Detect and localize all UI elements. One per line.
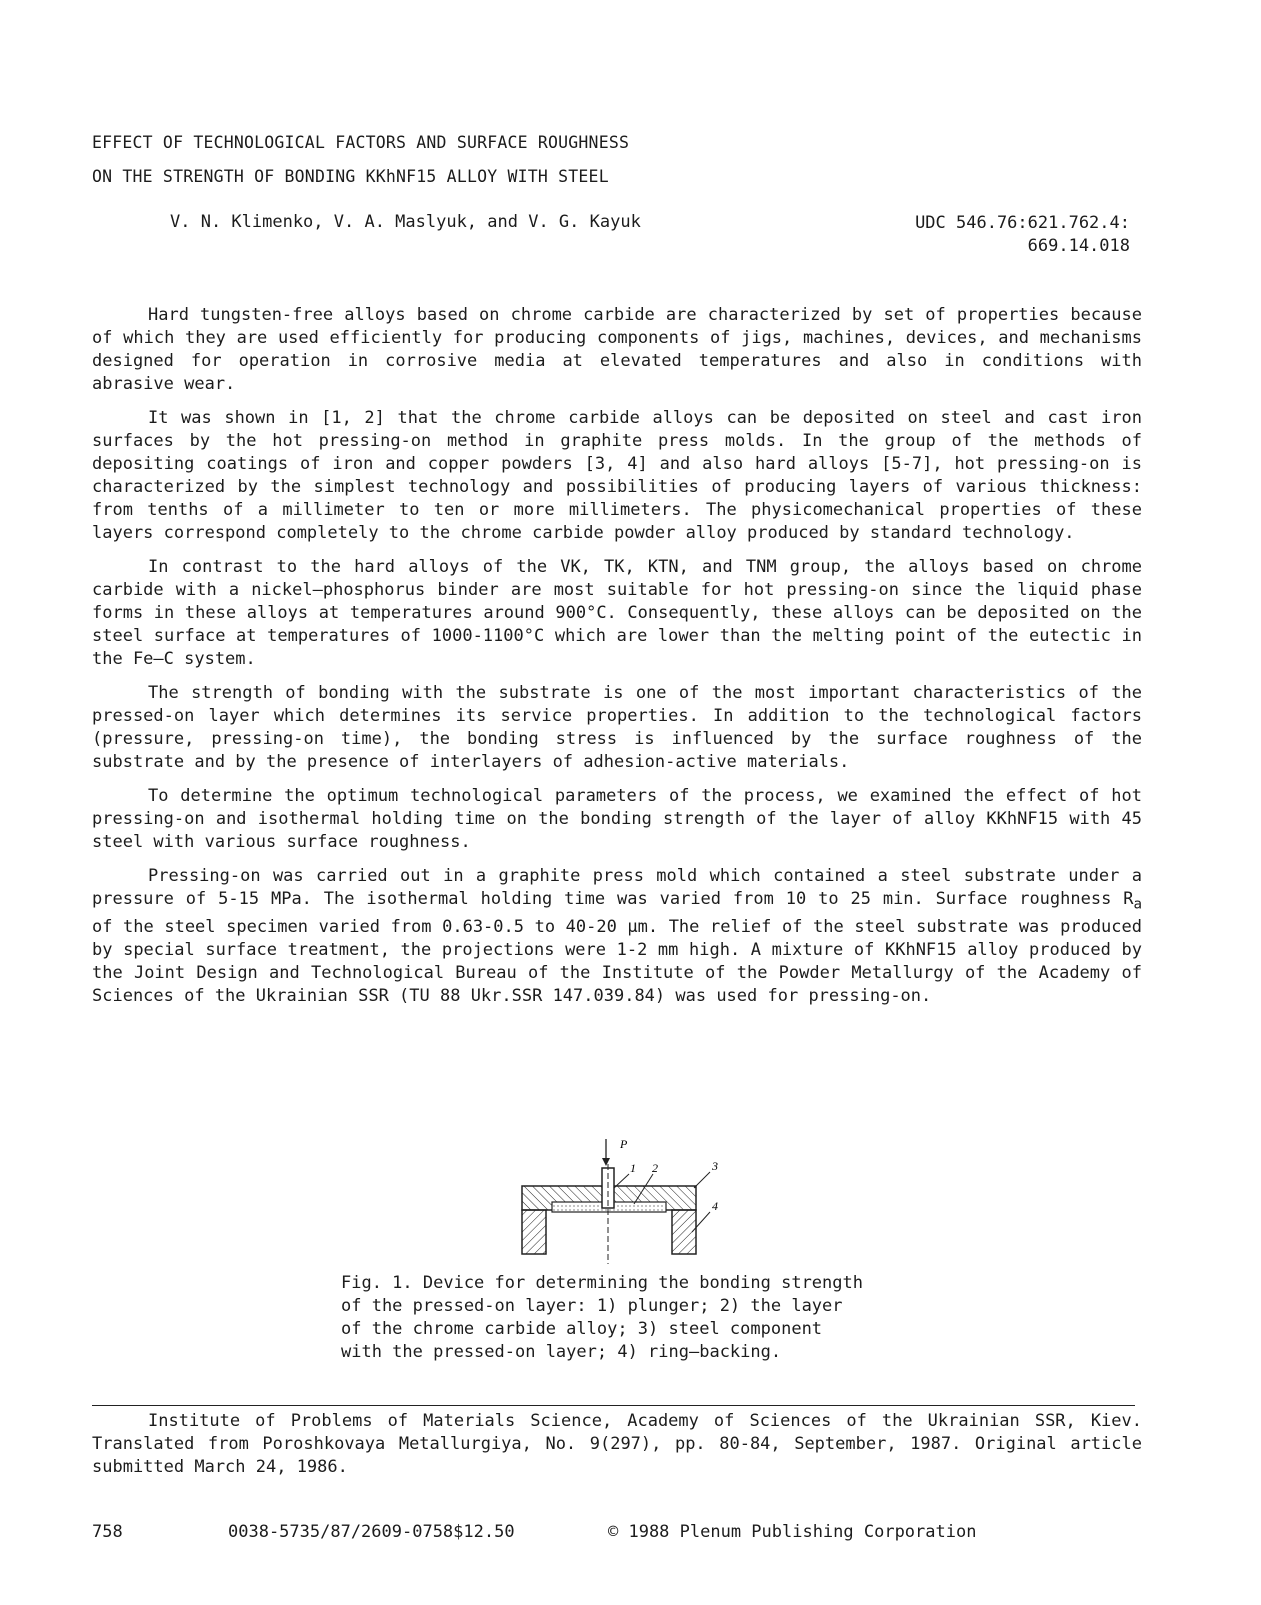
paragraph-4: The strength of bonding with the substrate is one of the most important characteristics of the pressed-on layer which determines its service properties. In addition to the technological factors (pressure, pressing-on time), the bonding stress is influenced by the surface roughness of the substrate and by the presence of interlayers of adhesion-active materials. <box>92 683 1142 772</box>
label-3: 3 <box>712 1159 718 1173</box>
copyright: © 1988 Plenum Publishing Corporation <box>608 1522 977 1542</box>
paragraph-1: Hard tungsten-free alloys based on chrome carbide are characterized by set of properties because of which they are used efficiently for producing components of jigs, machines, devices, and mechanisms designed for operation in corrosive media at elevated temperatures and also in conditions with abrasive wear. <box>92 305 1142 394</box>
ring-backing <box>522 1210 696 1254</box>
udc-line-2: 669.14.018 <box>1027 236 1130 256</box>
title-line-2: ON THE STRENGTH OF BONDING KKhNF15 ALLOY WITH STEEL <box>92 167 609 186</box>
article-body <box>92 304 1142 1019</box>
authors: V. N. Klimenko, V. A. Maslyuk, and V. G. Kayuk <box>170 212 641 232</box>
footnote-text: Institute of Problems of Materials Science, Academy of Sciences of the Ukrainian SSR, Kiev. Translated from Poroshkovaya Metallurgiya, No. 9(297), pp. 80-84, September, 1987. Original article submitted March 24, 1986. <box>92 1411 1142 1477</box>
label-1: 1 <box>630 1161 636 1175</box>
paragraph-6 <box>92 865 1142 1008</box>
publication-code: 0038-5735/87/2609-0758$12.50 <box>228 1522 515 1542</box>
label-p: P <box>620 1137 628 1151</box>
figure-1-device-diagram <box>516 1136 718 1266</box>
udc-code <box>915 212 1130 258</box>
roughness-subscript: a <box>1133 896 1142 913</box>
paragraph-6-part-1: Pressing-on was carried out in a graphite press mold which contained a steel substrate under a pressure of 5-15 MPa. The isothermal holding time was varied from 10 to 25 min. Surface roughness R <box>92 866 1142 909</box>
footnote <box>92 1410 1142 1479</box>
pressure-arrow <box>602 1139 610 1166</box>
label-2: 2 <box>652 1161 658 1175</box>
udc-line-1: UDC 546.76:621.762.4: <box>915 213 1130 233</box>
page-number: 758 <box>92 1522 123 1542</box>
paragraph-2: It was shown in [1, 2] that the chrome carbide alloys can be deposited on steel and cast iron surfaces by the hot pressing-on method in graphite press molds. In the group of the methods of depositing coatings of iron and copper powders [3, 4] and also hard alloys [5-7], hot pressing-on is characterized by the simplest technology and possibilities of producing layers of various thickness: from tenths of a millimeter to ten or more millimeters. The physicomechanical properties of these layers correspond completely to the chrome carbide powder alloy produced by standard technology. <box>92 408 1142 543</box>
label-4: 4 <box>712 1199 718 1213</box>
paragraph-6-part-2: of the steel specimen varied from 0.63-0.5 to 40-20 μm. The relief of the steel substrate was produced by special surface treatment, the projections were 1-2 mm high. A mixture of KKhNF15 alloy produced by the Joint Design and Technological Bureau of the Institute of the Powder Metallurgy of the Academy of Sciences of the Ukrainian SSR (TU 88 Ukr.SSR 147.039.84) was used for pressing-on. <box>92 917 1142 1007</box>
figure-1-caption: Fig. 1. Device for determining the bonding strength of the pressed-on layer: 1) plunger; 2) the layer of the chrome carbide alloy; 3) steel component with the pressed-on layer; 4) ring–backing. <box>341 1273 863 1362</box>
paragraph-3: In contrast to the hard alloys of the VK, TK, KTN, and TNM group, the alloys based on chrome carbide with a nickel–phosphorus binder are most suitable for hot pressing-on since the liquid phase forms in these alloys at temperatures around 900°C. Consequently, these alloys can be deposited on the steel surface at temperatures of 1000-1100°C which are lower than the melting point of the eutectic in the Fe–C system. <box>92 557 1142 669</box>
paragraph-5: To determine the optimum technological parameters of the process, we examined the effect of hot pressing-on and isothermal holding time on the bonding strength of the layer of alloy KKhNF15 with 45 steel with various surface roughness. <box>92 786 1142 852</box>
title-line-1: EFFECT OF TECHNOLOGICAL FACTORS AND SURFACE ROUGHNESS <box>92 133 630 152</box>
footnote-divider <box>92 1405 1135 1406</box>
